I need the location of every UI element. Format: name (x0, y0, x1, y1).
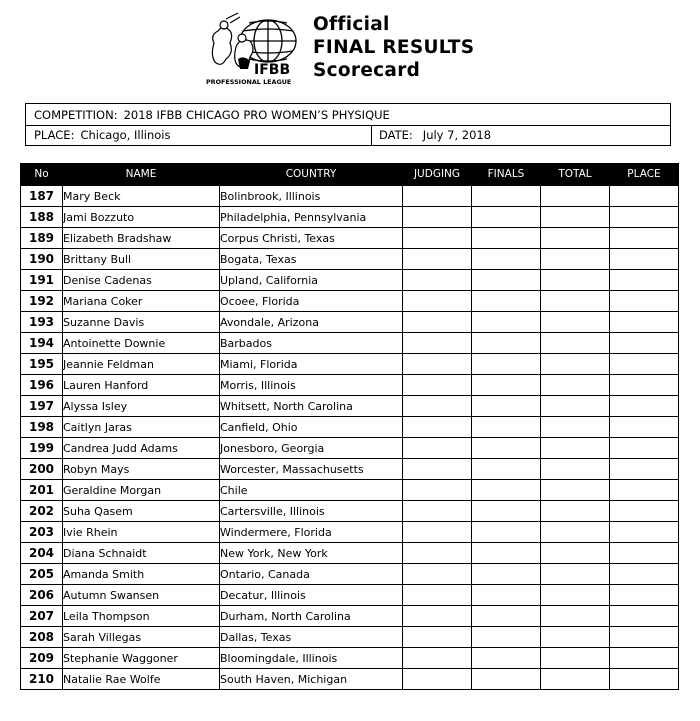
competitor-country: Bogata, Texas (220, 249, 403, 270)
competitor-number: 191 (21, 270, 63, 291)
table-row (21, 564, 679, 585)
results-table (20, 163, 679, 690)
competitor-name: Amanda Smith (63, 564, 220, 585)
competitor-number: 189 (21, 228, 63, 249)
competition-info-box (25, 103, 671, 146)
competitor-number: 208 (21, 627, 63, 648)
competitor-number: 199 (21, 438, 63, 459)
table-row (21, 648, 679, 669)
table-row (21, 480, 679, 501)
competitor-number: 187 (21, 186, 63, 207)
judging-score-cell (403, 375, 472, 396)
table-row (21, 606, 679, 627)
place-cell (610, 480, 679, 501)
competitor-number: 198 (21, 417, 63, 438)
competitor-number: 195 (21, 354, 63, 375)
competitor-country: Philadelphia, Pennsylvania (220, 207, 403, 228)
table-row (21, 186, 679, 207)
place-date-row (26, 125, 670, 145)
competition-label: COMPETITION: (34, 107, 118, 122)
finals-score-cell (472, 543, 541, 564)
judging-score-cell (403, 438, 472, 459)
title-line-final-results: FINAL RESULTS (313, 37, 475, 58)
competitor-name: Antoinette Downie (63, 333, 220, 354)
table-row (21, 249, 679, 270)
document-title (313, 13, 474, 82)
competitor-name: Sarah Villegas (63, 627, 220, 648)
competitor-country: Ontario, Canada (220, 564, 403, 585)
table-row (21, 627, 679, 648)
table-row (21, 333, 679, 354)
competitor-country: Worcester, Massachusetts (220, 459, 403, 480)
svg-text:IFBB: IFBB (254, 62, 291, 78)
total-score-cell (541, 606, 610, 627)
column-header-total: TOTAL (541, 163, 610, 186)
table-row (21, 312, 679, 333)
competitor-country: Durham, North Carolina (220, 606, 403, 627)
competitor-country: Avondale, Arizona (220, 312, 403, 333)
competitor-name: Alyssa Isley (63, 396, 220, 417)
place-field (34, 125, 170, 145)
competition-value: 2018 IFBB CHICAGO PRO WOMEN’S PHYSIQUE (123, 107, 390, 122)
judging-score-cell (403, 270, 472, 291)
total-score-cell (541, 375, 610, 396)
finals-score-cell (472, 291, 541, 312)
competitor-country: Miami, Florida (220, 354, 403, 375)
place-cell (610, 228, 679, 249)
total-score-cell (541, 501, 610, 522)
competitor-name: Denise Cadenas (63, 270, 220, 291)
finals-score-cell (472, 396, 541, 417)
finals-score-cell (472, 585, 541, 606)
competitor-number: 188 (21, 207, 63, 228)
competitor-number: 203 (21, 522, 63, 543)
judging-score-cell (403, 606, 472, 627)
place-cell (610, 270, 679, 291)
total-score-cell (541, 333, 610, 354)
place-cell (610, 207, 679, 228)
place-cell (610, 648, 679, 669)
judging-score-cell (403, 648, 472, 669)
place-cell (610, 564, 679, 585)
competitor-name: Suzanne Davis (63, 312, 220, 333)
column-header-judging: JUDGING (403, 163, 472, 186)
table-row (21, 228, 679, 249)
total-score-cell (541, 186, 610, 207)
finals-score-cell (472, 459, 541, 480)
competitor-number: 200 (21, 459, 63, 480)
date-label: DATE: (379, 128, 413, 142)
judging-score-cell (403, 669, 472, 690)
competitor-country: Cartersville, Illinois (220, 501, 403, 522)
place-cell (610, 459, 679, 480)
place-cell (610, 606, 679, 627)
finals-score-cell (472, 606, 541, 627)
place-cell (610, 375, 679, 396)
finals-score-cell (472, 564, 541, 585)
total-score-cell (541, 270, 610, 291)
finals-score-cell (472, 522, 541, 543)
results-table-body (21, 186, 679, 690)
judging-score-cell (403, 501, 472, 522)
judging-score-cell (403, 627, 472, 648)
place-cell (610, 438, 679, 459)
competitor-number: 194 (21, 333, 63, 354)
total-score-cell (541, 291, 610, 312)
competitor-number: 193 (21, 312, 63, 333)
competitor-country: Decatur, Illinois (220, 585, 403, 606)
competitor-country: New York, New York (220, 543, 403, 564)
competitor-name: Mary Beck (63, 186, 220, 207)
judging-score-cell (403, 249, 472, 270)
competitor-name: Natalie Rae Wolfe (63, 669, 220, 690)
competitor-name: Jeannie Feldman (63, 354, 220, 375)
judging-score-cell (403, 396, 472, 417)
total-score-cell (541, 564, 610, 585)
judging-score-cell (403, 564, 472, 585)
svg-text:PROFESSIONAL LEAGUE: PROFESSIONAL LEAGUE (206, 78, 292, 86)
judging-score-cell (403, 459, 472, 480)
total-score-cell (541, 417, 610, 438)
competitor-name: Stephanie Waggoner (63, 648, 220, 669)
place-cell (610, 354, 679, 375)
table-row (21, 207, 679, 228)
place-cell (610, 249, 679, 270)
place-cell (610, 333, 679, 354)
competitor-country: Dallas, Texas (220, 627, 403, 648)
place-cell (610, 186, 679, 207)
competitor-name: Caitlyn Jaras (63, 417, 220, 438)
competitor-number: 206 (21, 585, 63, 606)
competitor-country: Morris, Illinois (220, 375, 403, 396)
place-cell (610, 627, 679, 648)
table-row (21, 417, 679, 438)
competitor-name: Lauren Hanford (63, 375, 220, 396)
judging-score-cell (403, 186, 472, 207)
competitor-country: Barbados (220, 333, 403, 354)
total-score-cell (541, 249, 610, 270)
competitor-country: Bolinbrook, Illinois (220, 186, 403, 207)
place-cell (610, 312, 679, 333)
title-line-official: Official (313, 14, 390, 35)
total-score-cell (541, 207, 610, 228)
competitor-country: Corpus Christi, Texas (220, 228, 403, 249)
total-score-cell (541, 312, 610, 333)
competitor-number: 207 (21, 606, 63, 627)
competitor-country: Windermere, Florida (220, 522, 403, 543)
place-cell (610, 501, 679, 522)
competitor-country: Whitsett, North Carolina (220, 396, 403, 417)
competitor-number: 201 (21, 480, 63, 501)
competitor-name: Diana Schnaidt (63, 543, 220, 564)
judging-score-cell (403, 228, 472, 249)
competitor-number: 202 (21, 501, 63, 522)
finals-score-cell (472, 375, 541, 396)
finals-score-cell (472, 270, 541, 291)
competitor-name: Suha Qasem (63, 501, 220, 522)
table-row (21, 543, 679, 564)
column-header-no: No (21, 163, 63, 186)
competitor-number: 205 (21, 564, 63, 585)
finals-score-cell (472, 480, 541, 501)
finals-score-cell (472, 438, 541, 459)
judging-score-cell (403, 207, 472, 228)
finals-score-cell (472, 417, 541, 438)
judging-score-cell (403, 291, 472, 312)
place-value: Chicago, Illinois (80, 128, 171, 142)
finals-score-cell (472, 648, 541, 669)
title-line-scorecard: Scorecard (313, 60, 421, 81)
competitor-country: Bloomingdale, Illinois (220, 648, 403, 669)
competitor-number: 204 (21, 543, 63, 564)
total-score-cell (541, 438, 610, 459)
competitor-number: 210 (21, 669, 63, 690)
total-score-cell (541, 480, 610, 501)
competitor-number: 209 (21, 648, 63, 669)
finals-score-cell (472, 207, 541, 228)
column-header-country: COUNTRY (220, 163, 403, 186)
competitor-country: Jonesboro, Georgia (220, 438, 403, 459)
finals-score-cell (472, 669, 541, 690)
judging-score-cell (403, 354, 472, 375)
place-cell (610, 396, 679, 417)
competitor-number: 190 (21, 249, 63, 270)
competitor-name: Mariana Coker (63, 291, 220, 312)
total-score-cell (541, 585, 610, 606)
competitor-country: Upland, California (220, 270, 403, 291)
place-cell (610, 585, 679, 606)
table-row (21, 669, 679, 690)
place-cell (610, 522, 679, 543)
judging-score-cell (403, 543, 472, 564)
total-score-cell (541, 669, 610, 690)
competitor-name: Candrea Judd Adams (63, 438, 220, 459)
date-field (371, 125, 670, 145)
competitor-name: Elizabeth Bradshaw (63, 228, 220, 249)
date-value: July 7, 2018 (422, 128, 492, 142)
table-row (21, 459, 679, 480)
finals-score-cell (472, 627, 541, 648)
total-score-cell (541, 543, 610, 564)
finals-score-cell (472, 354, 541, 375)
competitor-name: Ivie Rhein (63, 522, 220, 543)
competitor-country: South Haven, Michigan (220, 669, 403, 690)
competitor-country: Ocoee, Florida (220, 291, 403, 312)
competitor-number: 197 (21, 396, 63, 417)
total-score-cell (541, 627, 610, 648)
competitor-name: Brittany Bull (63, 249, 220, 270)
competitor-country: Canfield, Ohio (220, 417, 403, 438)
competitor-name: Jami Bozzuto (63, 207, 220, 228)
table-row (21, 438, 679, 459)
table-row (21, 270, 679, 291)
competitor-name: Robyn Mays (63, 459, 220, 480)
competition-row (26, 104, 670, 126)
finals-score-cell (472, 333, 541, 354)
finals-score-cell (472, 186, 541, 207)
competitor-name: Geraldine Morgan (63, 480, 220, 501)
competitor-number: 196 (21, 375, 63, 396)
table-row (21, 291, 679, 312)
table-row (21, 354, 679, 375)
table-row (21, 396, 679, 417)
finals-score-cell (472, 501, 541, 522)
place-cell (610, 669, 679, 690)
column-header-place: PLACE (610, 163, 679, 186)
column-header-finals: FINALS (472, 163, 541, 186)
competitor-name: Leila Thompson (63, 606, 220, 627)
total-score-cell (541, 354, 610, 375)
ifbb-logo (204, 11, 308, 87)
judging-score-cell (403, 585, 472, 606)
competition-field (34, 104, 390, 125)
total-score-cell (541, 522, 610, 543)
competitor-name: Autumn Swansen (63, 585, 220, 606)
total-score-cell (541, 648, 610, 669)
column-header-name: NAME (63, 163, 220, 186)
table-row (21, 585, 679, 606)
judging-score-cell (403, 522, 472, 543)
table-header-row (21, 163, 679, 186)
competitor-country: Chile (220, 480, 403, 501)
finals-score-cell (472, 249, 541, 270)
judging-score-cell (403, 417, 472, 438)
total-score-cell (541, 396, 610, 417)
table-row (21, 501, 679, 522)
judging-score-cell (403, 333, 472, 354)
finals-score-cell (472, 228, 541, 249)
total-score-cell (541, 459, 610, 480)
place-cell (610, 291, 679, 312)
place-cell (610, 417, 679, 438)
competitor-number: 192 (21, 291, 63, 312)
place-cell (610, 543, 679, 564)
judging-score-cell (403, 312, 472, 333)
place-label: PLACE: (34, 128, 75, 142)
total-score-cell (541, 228, 610, 249)
table-row (21, 375, 679, 396)
judging-score-cell (403, 480, 472, 501)
finals-score-cell (472, 312, 541, 333)
table-row (21, 522, 679, 543)
